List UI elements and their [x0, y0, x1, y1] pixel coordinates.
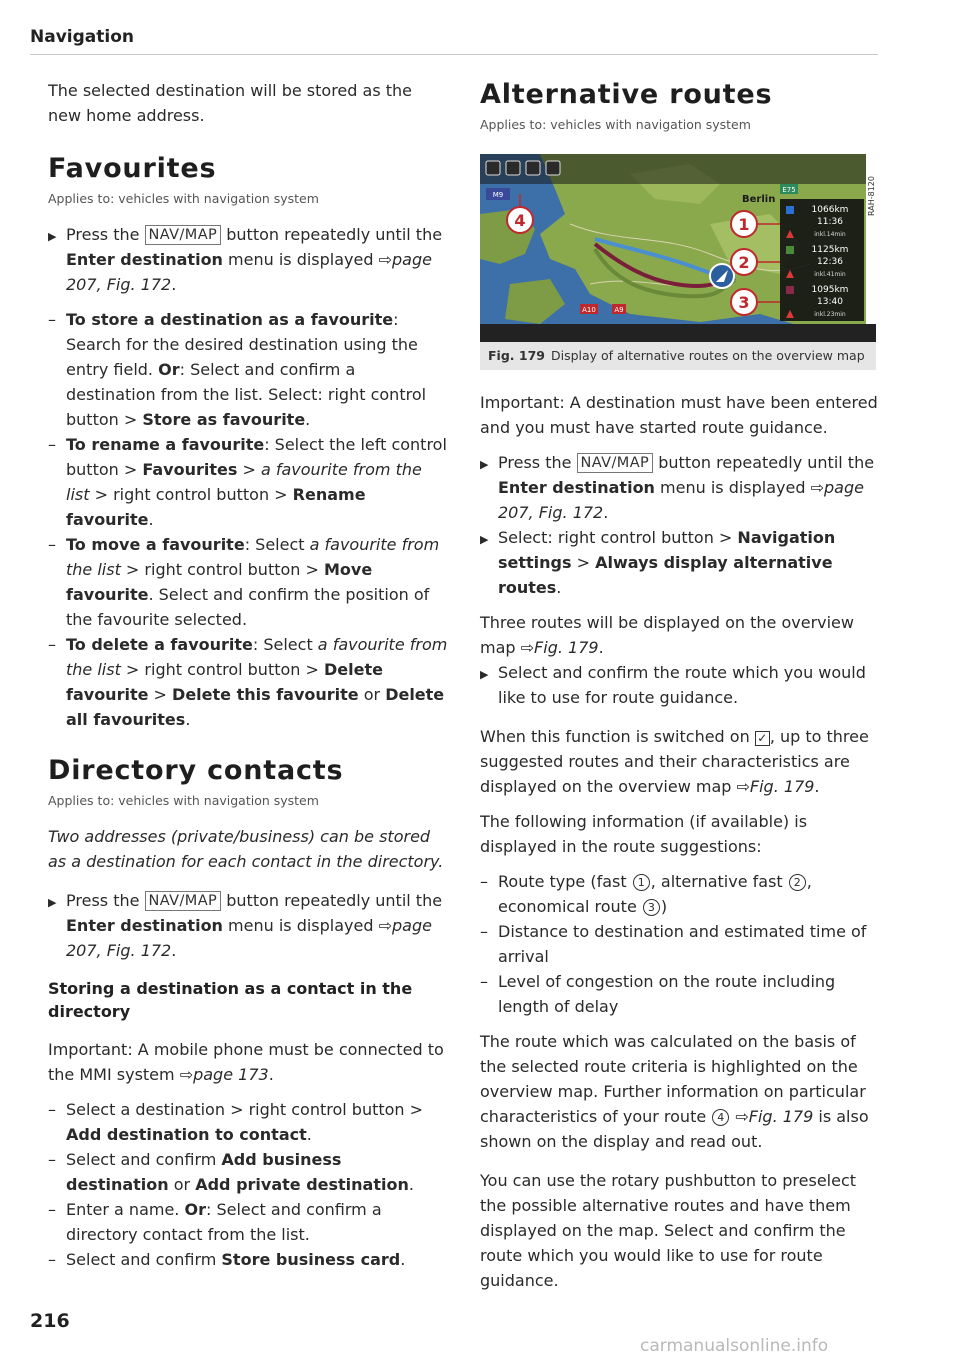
text: button repeatedly until the — [221, 891, 443, 910]
running-header: Navigation — [30, 27, 878, 55]
text: > right control button > — [120, 660, 324, 679]
text: : Select and confirm a directory contact from the list. — [66, 1200, 382, 1244]
alt-step-1 — [480, 450, 880, 525]
favourites-delete-item — [48, 632, 448, 732]
figure-reference[interactable]: ⇨Fig. 179 — [736, 777, 815, 796]
text: Important: A mobile phone must be connected to the MMI system — [48, 1040, 444, 1084]
road-label: A10 — [582, 306, 596, 314]
callout-number: 1 — [738, 215, 750, 234]
text: . — [185, 710, 191, 729]
text: Level of congestion on the route including length of delay — [498, 972, 836, 1016]
text: . — [556, 578, 562, 597]
checkbox-checked-icon: ✓ — [755, 731, 770, 746]
menu-name: Store business card — [221, 1250, 401, 1269]
favourites-rename-item — [48, 432, 448, 532]
directory-step — [48, 888, 448, 963]
alt-step-2 — [480, 525, 880, 600]
menu-name: Enter destination — [66, 250, 223, 269]
list-dash: – — [48, 435, 56, 454]
text: Select a destination > right control button > — [66, 1100, 424, 1119]
menu-name: Delete favourite — [66, 660, 383, 704]
text: , alternative fast — [650, 872, 788, 891]
text: is also shown on the display and read out. — [480, 1107, 869, 1151]
text: : Select — [244, 535, 310, 554]
favourites-applies: Applies to: vehicles with navigation system — [48, 191, 319, 206]
step-arrow-icon: ▶ — [480, 668, 489, 681]
callout-number: 4 — [514, 211, 526, 230]
route-3-marker — [786, 286, 794, 294]
item-title: To rename a favourite — [66, 435, 265, 454]
text: Select and confirm — [66, 1250, 222, 1269]
callout-ref: 1 — [633, 874, 650, 891]
text: menu is displayed — [654, 478, 811, 497]
alt-routes-applies: Applies to: vehicles with navigation system — [480, 117, 751, 132]
info-item-2 — [480, 919, 880, 969]
route-2-distance: 1125km — [811, 245, 849, 255]
text: Press the — [66, 891, 145, 910]
text: > — [571, 553, 596, 572]
route-1-marker — [786, 206, 794, 214]
text: Select: right control button > — [498, 528, 738, 547]
callout-ref: 4 — [712, 1109, 729, 1126]
text: . — [814, 777, 820, 796]
text: When this function is switched on — [480, 727, 755, 746]
text: Press the — [498, 453, 577, 472]
watermark: carmanualsonline.info — [640, 1336, 829, 1356]
menu-name: Enter destination — [66, 916, 223, 935]
text: . — [305, 410, 311, 429]
text: . — [171, 275, 177, 294]
figure-caption — [480, 342, 876, 370]
info-item-3 — [480, 969, 880, 1019]
callout-ref: 2 — [789, 874, 806, 891]
alt-routes-heading: Alternative routes — [480, 79, 773, 110]
directory-item-2 — [48, 1147, 448, 1197]
list-dash: – — [480, 872, 488, 891]
text: > right control button > — [120, 560, 324, 579]
text: button repeatedly until the — [221, 225, 443, 244]
left-column — [48, 78, 448, 1272]
menu-name: Delete all favourites — [66, 685, 445, 729]
figure-179 — [480, 154, 876, 342]
text: Route type (fast — [498, 872, 632, 891]
directory-item-1 — [48, 1097, 448, 1147]
map-bottom-bar — [480, 324, 876, 342]
text: . — [148, 510, 154, 529]
menu-name: Rename favourite — [66, 485, 366, 529]
list-dash: – — [48, 1150, 56, 1169]
map-button-icon[interactable] — [546, 161, 560, 175]
directory-important — [48, 1037, 448, 1087]
menu-name: Enter destination — [498, 478, 655, 497]
directory-heading: Directory contacts — [48, 755, 344, 786]
step-arrow-icon: ▶ — [480, 533, 489, 546]
favourites-step — [48, 222, 448, 297]
step-arrow-icon: ▶ — [48, 230, 57, 243]
text: ) — [660, 897, 668, 916]
text: . — [598, 638, 604, 657]
menu-name: Always display alternative routes — [498, 553, 833, 597]
item-title: To store a destination as a favourite — [66, 310, 394, 329]
directory-intro: Two addresses (private/business) can be stored as a destination for each contact in the directory. — [48, 827, 444, 871]
text: or — [168, 1175, 196, 1194]
menu-name: Move favourite — [66, 560, 373, 604]
text: . — [400, 1250, 406, 1269]
page-reference[interactable]: ⇨page 173 — [179, 1065, 269, 1084]
intro-paragraph: The selected destination will be stored as the new home address. — [48, 81, 412, 125]
callout-number: 3 — [738, 293, 750, 312]
callout-number: 2 — [738, 253, 750, 272]
or-word: Or — [158, 360, 180, 379]
menu-name: Navigation settings — [498, 528, 836, 572]
figure-number: Fig. 179 — [488, 348, 545, 363]
italic-text: a favourite from the list — [66, 535, 440, 579]
text: . — [306, 1125, 312, 1144]
list-dash: – — [48, 1200, 56, 1219]
switched-on-paragraph — [480, 724, 880, 799]
text: Select and confirm the route which you would like to use for route guidance. — [498, 663, 866, 707]
text: : Select and confirm a destination from the list. Select: right control button > — [66, 360, 427, 429]
rotary-paragraph: You can use the rotary pushbutton to preselect the possible alternative routes and have them displayed on the map. Select and confirm the route which you would like to use for route guidance. — [480, 1171, 857, 1290]
italic-text: a favourite from the list — [66, 635, 448, 679]
city-label: Berlin — [742, 194, 776, 205]
three-routes-paragraph — [480, 610, 880, 660]
route-3-delay: inkl.23min — [814, 311, 846, 318]
route-1-delay: inkl.14min — [814, 231, 846, 238]
text: menu is displayed — [222, 250, 379, 269]
route-2-delay: inkl.41min — [814, 271, 846, 278]
text: : Select the left control button > — [66, 435, 447, 479]
directory-item-3 — [48, 1197, 448, 1247]
menu-name: Store as favourite — [142, 410, 306, 429]
map-button-icon[interactable] — [506, 161, 520, 175]
page-number: 216 — [30, 1310, 70, 1332]
text: > — [148, 685, 173, 704]
text: Distance to destination and estimated time of arrival — [498, 922, 867, 966]
route-3-distance: 1095km — [811, 285, 849, 295]
nav-map-key: NAV/MAP — [577, 453, 654, 473]
text: button repeatedly until the — [653, 453, 875, 472]
route-1-time: 11:36 — [817, 217, 843, 227]
nav-map-key: NAV/MAP — [145, 891, 222, 911]
text: > — [237, 460, 261, 479]
text: Press the — [66, 225, 145, 244]
info-item-1 — [480, 869, 880, 919]
text: : Search for the desired destination using the entry field. — [66, 310, 418, 379]
favourites-move-item — [48, 532, 448, 632]
menu-name: Add business destination — [66, 1150, 342, 1194]
step-arrow-icon: ▶ — [480, 458, 489, 471]
menu-name: Add destination to contact — [66, 1125, 307, 1144]
favourites-heading: Favourites — [48, 153, 217, 184]
road-label: M9 — [492, 191, 504, 199]
text: menu is displayed — [222, 916, 379, 935]
text: , economical route — [498, 872, 812, 916]
directory-item-4 — [48, 1247, 448, 1272]
text: Three routes will be displayed on the overview map — [480, 613, 854, 657]
text: . Select and confirm the position of the favourite selected. — [66, 585, 430, 629]
alt-step-3 — [480, 660, 880, 710]
text: , up to three suggested routes and their characteristics are displayed on the overview map — [480, 727, 869, 796]
figure-code: RAH-8120 — [867, 176, 876, 216]
right-column — [480, 78, 880, 1293]
text: : Select — [252, 635, 318, 654]
caption-text: Display of alternative routes on the overview map — [550, 348, 865, 363]
text: Enter a name. — [66, 1200, 185, 1219]
step-arrow-icon: ▶ — [48, 896, 57, 909]
text: . — [408, 1175, 414, 1194]
callout-ref: 3 — [643, 899, 660, 916]
list-dash: – — [48, 310, 56, 329]
page-reference[interactable]: ⇨page 207, Fig. 172 — [498, 478, 864, 522]
directory-applies: Applies to: vehicles with navigation system — [48, 793, 319, 808]
route-2-marker — [786, 246, 794, 254]
italic-text: a favourite from the list — [66, 460, 422, 504]
text: . — [603, 503, 609, 522]
text: > right control button > — [89, 485, 293, 504]
storing-subheading: Storing a destination as a contact in the directory — [48, 979, 413, 1021]
map-button-icon[interactable] — [486, 161, 500, 175]
figure-reference[interactable]: ⇨Fig. 179 — [520, 638, 599, 657]
text: Select and confirm — [66, 1150, 222, 1169]
menu-name: Favourites — [142, 460, 238, 479]
page-reference[interactable]: ⇨page 207, Fig. 172 — [66, 250, 432, 294]
overview-map — [480, 154, 876, 342]
map-button-icon[interactable] — [526, 161, 540, 175]
text: or — [358, 685, 386, 704]
list-dash: – — [480, 922, 488, 941]
list-dash: – — [48, 1250, 56, 1269]
road-label: A9 — [614, 306, 624, 314]
text: The route which was calculated on the basis of the selected route criteria is highlighted on the overview map. Further information on particular characteristics of your route — [480, 1032, 866, 1126]
text: . — [268, 1065, 274, 1084]
route-2-time: 12:36 — [817, 257, 843, 267]
nav-map-key: NAV/MAP — [145, 225, 222, 245]
text: . — [171, 941, 177, 960]
list-dash: – — [480, 972, 488, 991]
or-word: Or — [184, 1200, 206, 1219]
item-title: To delete a favourite — [66, 635, 253, 654]
calc-paragraph — [480, 1029, 880, 1154]
route-3-time: 13:40 — [817, 297, 843, 307]
road-label: E75 — [782, 186, 796, 194]
item-title: To move a favourite — [66, 535, 245, 554]
route-1-distance: 1066km — [811, 205, 849, 215]
important-note: Important: A destination must have been entered and you must have started route guidance. — [480, 393, 878, 437]
list-dash: – — [48, 535, 56, 554]
favourites-store-item — [48, 307, 448, 432]
menu-name: Delete this favourite — [172, 685, 359, 704]
menu-name: Add private destination — [195, 1175, 409, 1194]
figure-reference[interactable]: ⇨Fig. 179 — [735, 1107, 814, 1126]
list-dash: – — [48, 635, 56, 654]
list-dash: – — [48, 1100, 56, 1119]
info-paragraph: The following information (if available) is displayed in the route suggestions: — [480, 812, 808, 856]
page-reference[interactable]: ⇨page 207, Fig. 172 — [66, 916, 432, 960]
